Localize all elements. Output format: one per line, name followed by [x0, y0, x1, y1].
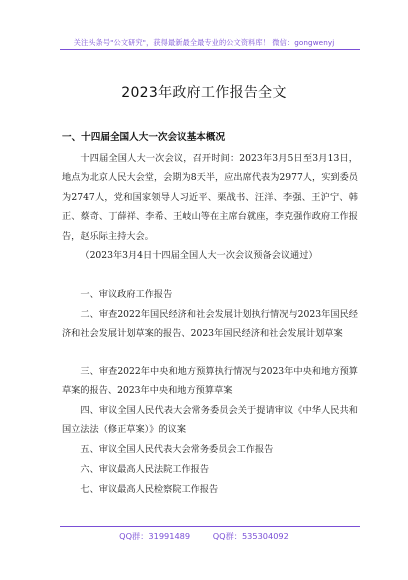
- adoption-note: （2023年3月4日十四届全国人大一次会议预备会议通过）: [80, 250, 318, 261]
- agenda-item: 七、审议最高人民检察院工作报告: [80, 484, 219, 495]
- agenda-item: 六、审议最高人民法院工作报告: [80, 464, 210, 475]
- section-heading: 一、十四届全国人大一次会议基本概况: [62, 132, 226, 143]
- agenda-item: 五、审议全国人民代表大会常务委员会工作报告: [80, 444, 274, 455]
- footer: [0, 531, 408, 542]
- agenda-item: 三、审查2022年中央和地方预算执行情况与2023年中央和地方预算草案的报告、2023年中央和地方预算草案: [62, 366, 358, 397]
- document-title: 2023年政府工作报告全文: [121, 85, 287, 101]
- agenda-item: 二、审查2022年国民经济和社会发展计划执行情况与2023年国民经济和社会发展计划草案的报告、2023年国民经济和社会发展计划草案: [62, 309, 358, 340]
- header-divider: [60, 49, 360, 50]
- agenda-item: 四、审议全国人民代表大会常务委员会关于提请审议《中华人民共和国立法法（修正草案）》的议案: [62, 405, 358, 436]
- footer-divider: [60, 526, 360, 527]
- footer-qq-group-1: QQ群：31991489: [119, 531, 191, 541]
- header-banner: 关注头条号"公文研究"，获得最新最全最专业的公文资料库！ 微信：gongwenyj: [73, 38, 335, 47]
- agenda-item: 一、审议政府工作报告: [80, 289, 173, 300]
- intro-paragraph: 十四届全国人大一次会议，召开时间：2023年3月5日至3月13日，地点为北京人民大会堂，会期为8天半，应出席代表为2977人，实到委员为2747人，党和国家领导人习近平、栗战书、汪洋、李强、王沪宁、韩正、蔡奇、丁薛祥、李希、王岐山等在主席台就座，李克强作政府工作报告，赵乐际主持大会。: [62, 153, 358, 242]
- footer-qq-group-2: QQ群：535304092: [212, 531, 289, 541]
